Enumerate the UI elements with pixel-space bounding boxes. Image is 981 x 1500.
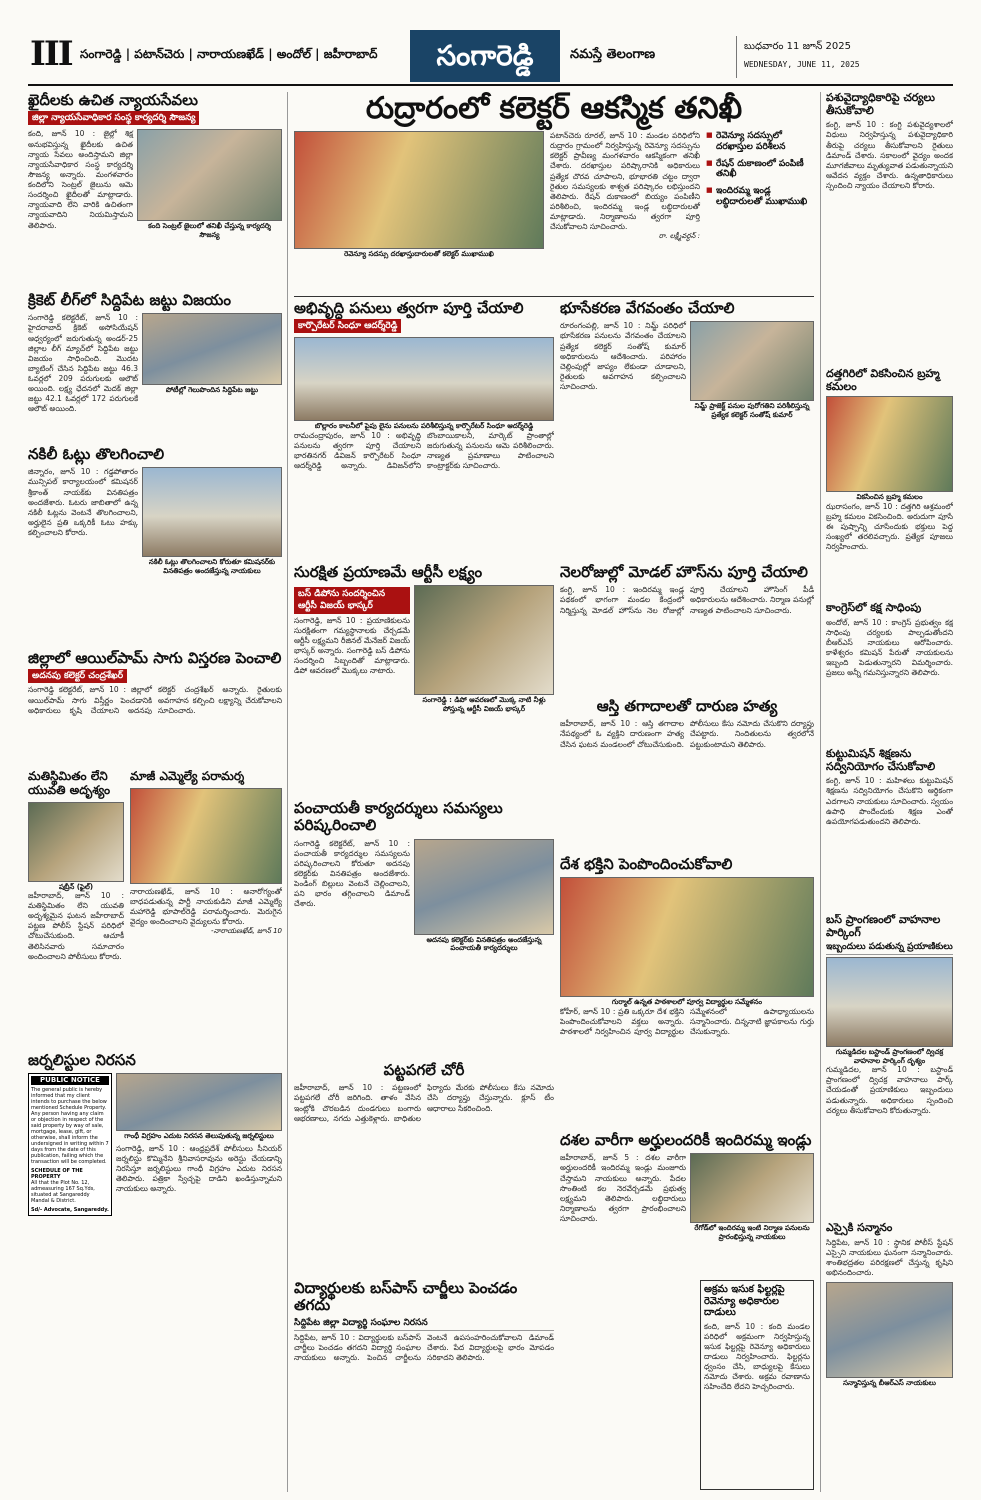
headline: సురక్షిత ప్రయాణమే ఆర్టీసీ లక్ష్యం (294, 564, 483, 581)
article-body: ఝరాసంగం, జూన్ 10 : దత్తగిరి ఆశ్రమంలో బ్రహ్మ కమలం వికసించింది. అరుదుగా పూసే ఈ పుష్పాన్ని చూసేందుకు భక్తులు పెద్ద సంఖ్యలో తరలివచ్చారు. ప్రత్యేక పూజలు నిర్వహించారు. (826, 501, 953, 552)
edition-logo: సంగారెడ్డి (410, 30, 560, 82)
article-photo (142, 313, 282, 385)
headline: కాంగ్రెస్‌లో కక్ష సాధింపు (826, 602, 922, 614)
photo-caption: గుమ్మడిదల బస్టాండ్ ప్రాంగణంలో ద్విచక్ర వాహనాల పార్కింగ్ దృశ్యం (835, 1048, 944, 1065)
public-notice (28, 1073, 112, 1215)
article-body: సంగారెడ్డి కలెక్టరేట్, జూన్ 10 : జిల్లాలో ఆయిల్‌పామ్ సాగు విస్తీర్ణం పెంచడానికి అధికారులు కృషి చేయాలని అదనపు కలెక్టర్ చంద్రశేఖర్ అన్నారు. రైతులకు అవగాహన కల్పించి లక్ష్యాన్ని చేరుకోవాలని సూచించారు. (28, 685, 282, 715)
article-body: సిద్దిపేట, జూన్ 10 : విద్యార్థులకు బస్‌పాస్ చార్జీలు పెంచడం తగదని విద్యార్థి సంఘాల నాయకులు అన్నారు. పెంచిన చార్జీలను వెంటనే ఉపసంహరించుకోవాలని డిమాండ్ చేశారు. పేద విద్యార్థులపై భారం మోపడం సరికాదని తెలిపారు. (294, 1332, 554, 1362)
photo-caption: నకిలీ ఓట్లు తొలగించాలని కోరుతూ కమిషనర్‌కు వినతిపత్రం అందజేస్తున్న నాయకులు (148, 558, 276, 575)
article-body: జహీరాబాద్, జూన్ 5 : దశల వారీగా అర్హులందరికీ ఇందిరమ్మ ఇండ్లు మంజూరు చేస్తామని నాయకులు అన్నారు. పేదల సొంతింటి కల నెరవేర్చడమే ప్రభుత్వ లక్ష్యమని తెలిపారు. లబ్ధిదారులు నిర్మాణాలను త్వరగా ప్రారంభించాలని సూచించారు. (560, 1153, 686, 1223)
article-body: కంగ్టి, జూన్ 10 : మహిళలు కుట్టుమిషన్ శిక్షణను సద్వినియోగం చేసుకొని ఆర్థికంగా ఎదగాలని నాయకులు సూచించారు. స్వయం ఉపాధి పొందేందుకు శిక్షణ ఎంతో ఉపయోగపడుతుందని తెలిపారు. (826, 776, 953, 826)
article-daylight-theft (294, 1062, 554, 1226)
photo-caption: అదనపు కలెక్టర్‌కు వినతిపత్రం అందజేస్తున్న పంచాయతీ కార్యదర్శులు (426, 935, 542, 952)
article-body: కంది, జూన్ 10 : జైల్లో శిక్ష అనుభవిస్తున్న ఖైదీలకు ఉచిత న్యాయ సేవలు అందిస్తామని జిల్లా న్యాయసేవాధికార సంస్థ కార్యదర్శి సౌజన్య అన్నారు. మంగళవారం కందిలోని సెంట్రల్ జైలును ఆమె సందర్శించి ఖైదీలతో మాట్లాడారు. న్యాయవాది లేని వారికి ఉచితంగా న్యాయవాదిని నియమిస్తామని తెలిపారు. (28, 129, 133, 230)
headline: జిల్లాలో ఆయిల్‌పామ్ సాగు విస్తరణ పెంచాలి (28, 650, 282, 667)
article-bus-stand-parking (826, 914, 953, 1214)
article-body: నారాయణఖేడ్, జూన్ 10 : అనారోగ్యంతో బాధపడుతున్న పార్టీ నాయకుడిని మాజీ ఎమ్మెల్యే మహారెడ్డి భూపాల్‌రెడ్డి పరామర్శించారు. మెరుగైన వైద్యం అందించాలని వైద్యులను కోరారు. (130, 886, 282, 927)
article-cricket-league (28, 292, 282, 442)
article-bus-pass-fares (294, 1280, 554, 1490)
date-english: WEDNESDAY, JUNE 11, 2025 (744, 60, 860, 69)
schedule-title: SCHEDULE OF THE PROPERTY (31, 1167, 83, 1180)
article-photo (826, 1282, 953, 1378)
photo-caption: గుర్మాల్ ఉన్నత పాఠశాలలో పూర్వ విద్యార్థుల సమ్మేళనం (611, 998, 763, 1007)
article-rtc-safety (294, 564, 554, 794)
photo-caption: కంది సెంట్రల్ జైలులో తనిఖీ చేస్తున్న కార్యదర్శి సౌజన్య (148, 222, 271, 239)
highlight-item: ■ రేషన్ దుకాణంలో పంపిణీ తనిఖీ (706, 159, 814, 181)
article-body: జహీరాబాద్, జూన్ 10 : పట్టణంలో పట్టపగలే చోరీ జరిగింది. తాళం వేసిన ఇంట్లోకి చొరబడిన దుండగులు బంగారు ఆభరణాలు, నగదు ఎత్తుకెళ్లారు. బాధితుల ఫిర్యాదు మేరకు పోలీసులు కేసు నమోదు చేసి దర్యాప్తు చేస్తున్నారు. క్లూస్ టీం ఆధారాలు సేకరించింది. (294, 1083, 554, 1123)
photo-caption: రేగోడ్‌లో ఇందిరమ్మ ఇంటి నిర్మాణ పనులను ప్రారంభిస్తున్న నాయకులు (694, 1224, 810, 1241)
article-body: కంగ్టి, జూన్ 10 : కంగ్టి పశువైద్యశాలలో విధులు నిర్వహిస్తున్న పశువైద్యాధికారి తీరుపై చర్యలు తీసుకోవాలని రైతులు డిమాండ్ చేశారు. సకాలంలో వైద్యం అందక మూగజీవాలు మృత్యువాత పడుతున్నాయని ఆవేదన వ్యక్తం చేశారు. ఉన్నతాధికారులు స్పందించి న్యాయం చేయాలని కోరారు. (826, 120, 953, 191)
headline: దేశ భక్తిని పెంపొందించుకోవాలి (560, 856, 733, 873)
headline: దశల వారీగా అర్హులందరికీ ఇందిరమ్మ ఇండ్లు (560, 1132, 812, 1149)
subhead: కార్పొరేటర్ సింధూ ఆదర్శ్‌రెడ్డి (294, 319, 401, 333)
article-brahma-kamalam (826, 368, 953, 596)
headline: జర్నలిస్టుల నిరసన (28, 1052, 136, 1069)
article-model-house (560, 564, 814, 692)
article-photo (414, 585, 554, 695)
photo-caption: సంగారెడ్డి : డిపో ఆవరణలో మొక్క నాటి నీళ్లు పోస్తున్న ఆర్టీసీ విజయ్ భాస్కర్ (422, 696, 546, 713)
article-panchayat-secretaries (294, 800, 554, 1056)
masthead-divider (736, 36, 737, 78)
district-list: సంగారెడ్డి | పటాన్‌చెరు | నారాయణఖేడ్ | అందోల్ | జహీరాబాద్ (80, 47, 378, 61)
article-body: గుమ్మడిదల, జూన్ 10 : బస్టాండ్ ప్రాంగణంలో ద్విచక్ర వాహనాలు పార్క్ చేయడంతో ప్రయాణికులు ఇబ్బందులు పడుతున్నారు. అధికారులు స్పందించి చర్యలు తీసుకోవాలని కోరుతున్నారు. (826, 1065, 953, 1115)
headline: కుట్టుమిషన్ శిక్షణను సద్వినియోగం చేసుకోవాలి (826, 748, 936, 773)
photo-caption: రెవెన్యూ సదస్సు దరఖాస్తుదారులతో కలెక్టర్ ముఖాముఖి (344, 250, 494, 258)
photo-caption: సన్మానిస్తున్న బీఆర్‌ఎస్ నాయకులు (843, 1379, 936, 1388)
headline: విద్యార్థులకు బస్‌పాస్ చార్జీలు పెంచడం తగదు (294, 1280, 518, 1315)
article-photo (826, 396, 953, 492)
article-body: జహీరాబాద్, జూన్ 10 : మతిస్థిమితం లేని యువతి అదృశ్యమైన ఘటన జహీరాబాద్ పట్టణ పోలీస్ స్టేషన్ పరిధిలో చోటుచేసుకుంది. ఆచూకీ తెలిసినవారు సమాచారం అందించాలని పోలీసులు కోరారు. (28, 890, 124, 961)
headline: ఖైదీలకు ఉచిత న్యాయసేవలు (28, 92, 198, 109)
article-patriotism (560, 856, 814, 1126)
article-photo (414, 839, 554, 935)
headline: ఆస్తి తగాదాలతో దారుణ హత్య (596, 698, 778, 715)
article-property-murder (560, 698, 814, 848)
masthead (28, 30, 953, 86)
lead-photo (294, 131, 544, 249)
photo-caption: పోటీల్లో గెలుపొందిన సిద్దిపేట జట్టు (165, 386, 259, 395)
headline: మతిస్థిమితం లేని యువతి అదృశ్యం (28, 770, 111, 797)
photo-caption: బొల్లారం కాలనీలో పైపు లైను పనులను పరిశీలిస్తున్న కార్పొరేటర్ సింధూ ఆదర్శ్‌రెడ్డి (314, 422, 534, 431)
lead-headline: రుద్రారంలో కలెక్టర్ ఆకస్మిక తనిఖీ (365, 92, 743, 126)
headline: నకిలీ ఓట్లు తొలగించాలి (28, 446, 165, 463)
subhead: సిద్దిపేట జిల్లా విద్యార్థి సంఘాల నిరసన (294, 1317, 554, 1331)
headline: నెలరోజుల్లో మోడల్ హౌస్‌ను పూర్తి చేయాలి (560, 564, 808, 581)
page-marker: III (30, 34, 72, 74)
article-body: కంది, జూన్ 10 : కంది మండల పరిధిలో అక్రమంగా నిర్వహిస్తున్న ఇసుక ఫిల్టర్లపై రెవెన్యూ అధికారులు దాడులు నిర్వహించారు. ఫిల్టర్లను ధ్వంసం చేసి, బాధ్యులపై కేసులు నమోదు చేశారు. అక్రమ రవాణాను సహించేది లేదని హెచ్చరించారు. (704, 1321, 810, 1392)
headline: బస్ ప్రాంగణంలో వాహనాల పార్కింగ్ (826, 914, 941, 939)
article-tailoring-training (826, 748, 953, 908)
headline: ఎస్సైకి సన్మానం (826, 1222, 893, 1234)
article-sand-filters (700, 1280, 814, 1490)
headline: దత్తగిరిలో వికసించిన బ్రహ్మ కమలం (826, 368, 940, 393)
subhead: జిల్లా న్యాయసేవాధికార సంస్థ కార్యదర్శి సౌజన్య (28, 111, 199, 125)
subhead: అదనపు కలెక్టర్ చంద్రశేఖర్ (28, 669, 127, 683)
photo-caption: గాంధీ విగ్రహం ఎదుట నిరసన తెలుపుతున్న జర్నలిస్టులు (124, 1132, 274, 1141)
article-photo (690, 1153, 814, 1223)
subhead: ఇబ్బందులు పడుతున్న ప్రయాణికులు (826, 941, 953, 955)
headline: పశువైద్యాధికారిపై చర్యలు తీసుకోవాలి (826, 92, 935, 117)
notice-title: PUBLIC NOTICE (31, 1076, 109, 1084)
article-photo (28, 802, 124, 882)
article-body: సిద్దిపేట, జూన్ 10 : స్థానిక పోలీస్ స్టేషన్ ఎస్సైని నాయకులు ఘనంగా సన్మానించారు. శాంతిభద్రతల పరిరక్షణలో చేస్తున్న కృషిని అభినందించారు. (826, 1237, 953, 1278)
photo-caption: వికసించిన బ్రహ్మ కమలం (856, 493, 923, 502)
article-body: సంగారెడ్డి కలెక్టరేట్, జూన్ 10 : పంచాయతీ కార్యదర్శుల సమస్యలను పరిష్కరించాలని కోరుతూ అదనపు కలెక్టర్‌కు వినతిపత్రం అందజేశారు. పెండింగ్ బిల్లులు వెంటనే చెల్లించాలని, పని భారం తగ్గించాలని డిమాండ్ చేశారు. (294, 838, 410, 909)
article-journalists-protest (28, 1052, 282, 1492)
article-veterinary-officer (826, 92, 953, 362)
article-photo (116, 1073, 282, 1131)
column-rule (287, 92, 288, 1492)
article-body: కంగ్టి, జూన్ 10 : ఇందిరమ్మ ఇండ్ల పథకంలో భాగంగా మండల కేంద్రంలో నిర్మిస్తున్న మోడల్ హౌస్‌ను నెల రోజుల్లో పూర్తి చేయాలని హౌసింగ్ పీడీ అధికారులను ఆదేశించారు. నిర్మాణ పనుల్లో నాణ్యత పాటించాలని సూచించారు. (560, 585, 814, 615)
section-rule (294, 296, 814, 297)
article-fake-votes (28, 446, 282, 644)
article-body: రూరంగంపల్లి, జూన్ 10 : నిమ్జ్ పరిధిలో భూసేకరణ పనులను వేగవంతం చేయాలని ప్రత్యేక కలెక్టర్ సంతోష్ కుమార్ అధికారులను ఆదేశించారు. పరిహారం చెల్లింపుల్లో జాప్యం లేకుండా చూడాలని, రైతులకు అవగాహన కల్పించాలని సూచించారు. (560, 321, 686, 391)
byline: -నారాయణఖేడ్, జూన్ 10 (210, 927, 282, 936)
schedule-body: All that the Plot No. 12, admeasuring 167 Sq.Yds, situated at Sangareddy Mandal & District. (31, 1179, 95, 1204)
article-photo (826, 957, 953, 1047)
headline: భూసేకరణ వేగవంతం చేయాలి (560, 300, 735, 317)
headline: అక్రమ ఇసుక ఫిల్టర్లపై రెవెన్యూ అధికారుల దాడులు (704, 1284, 785, 1318)
lead-article-collector-inspection (294, 92, 814, 292)
lead-body: పటాన్‌చెరు రూరల్, జూన్ 10 : మండల పరిధిలోని రుద్రారం గ్రామంలో నిర్వహిస్తున్న రెవెన్యూ సదస్సును కలెక్టర్ ప్రావీణ్య మంగళవారం ఆకస్మికంగా తనిఖీ చేశారు. దరఖాస్తుల పరిష్కారానికి అధికారులు ప్రత్యేక చొరవ చూపాలని, భూభారతి చట్టం ద్వారా రైతుల సమస్యలకు శాశ్వత పరిష్కారం లభిస్తుందని తెలిపారు. రేషన్ దుకాణంలో బియ్యం పంపిణీని పరిశీలించి, ఇందిరమ్మ ఇండ్ల లబ్ధిదారులతో మాట్లాడారు. నిర్మాణాలను త్వరగా పూర్తి చేసుకోవాలని సూచించారు. (550, 131, 700, 232)
article-body: సంగారెడ్డి, జూన్ 10 : ప్రయాణికులను సురక్షితంగా గమ్యస్థానాలకు చేర్చడమే ఆర్టీసీ లక్ష్యమని రీజినల్ మేనేజర్ విజయ్ భాస్కర్ అన్నారు. సంగారెడ్డి బస్ డిపోను సందర్శించి సిబ్బందితో మాట్లాడారు. డిపో ఆవరణలో మొక్కలు నాటారు. (294, 615, 410, 676)
article-ex-mla-visit (130, 770, 282, 1046)
notice-body: The general public is hereby informed that my client intends to purchase the below mentioned Schedule Property. Any person having any claim or objection in respect of the said property by way of sale, mortgage, lease, gift, or otherwise, shall inform the undersigned in writing within 7 days from the date of this publication, failing which the transaction will be completed. (31, 1086, 109, 1165)
highlight-item: ■ ఇందిరమ్మ ఇండ్ల లబ్ధిదారులతో ముఖాముఖి (706, 186, 814, 208)
article-body: సంగారెడ్డి కలెక్టరేట్, జూన్ 10 : హైదరాబాద్ క్రికెట్ అసోసియేషన్ ఆధ్వర్యంలో జరుగుతున్న అండర్-25 జిల్లాల లీగ్ మ్యాచ్‌లో సిద్దిపేట జట్టు విజయం సాధించింది. మొదట బ్యాటింగ్ చేసిన సిద్దిపేట జట్టు 46.3 ఓవర్లలో 209 పరుగులకు ఆలౌట్ అయింది. లక్ష్య ఛేదనలో మెదక్ జిల్లా జట్టు 42.1 ఓవర్లలో 172 పరుగులకే ఆలౌట్ అయింది. (28, 313, 138, 414)
notice-signature: Sd/- Advocate, Sangareddy. (31, 1206, 109, 1213)
headline: మాజీ ఎమ్మెల్యే పరామర్శ (130, 770, 245, 783)
article-body: జహీరాబాద్, జూన్ 10 : ఆస్తి తగాదాల నేపథ్యంలో ఓ వ్యక్తిని దారుణంగా హత్య చేసిన ఘటన మండలంలో చోటుచేసుకుంది. పోలీసులు కేసు నమోదు చేసుకొని దర్యాప్తు చేపట్టారు. నిందితులను త్వరలోనే పట్టుకుంటామని తెలిపారు. (560, 719, 814, 749)
article-congress-vendetta (826, 602, 953, 742)
article-photo (560, 877, 814, 997)
article-body: అందోల్, జూన్ 10 : కాంగ్రెస్ ప్రభుత్వం కక్ష సాధింపు చర్యలకు పాల్పడుతోందని బీఆర్‌ఎస్ నాయకులు ఆరోపించారు. కాళేశ్వరం కమిషన్ పేరుతో నాయకులను ఇబ్బంది పెడుతున్నారని విమర్శించారు. ప్రజలు అన్నీ గమనిస్తున్నారని తెలిపారు. (826, 617, 953, 678)
headline: పట్టపగలే చోరీ (383, 1062, 465, 1079)
article-land-acquisition (560, 300, 814, 558)
article-missing-woman (28, 770, 124, 1046)
photo-caption: షబ్రీన్ (ఫైల్) (58, 882, 94, 891)
headline: పంచాయతీ కార్యదర్శులు సమస్యలు పరిష్కరించాలి (294, 800, 503, 835)
column-rule (820, 92, 821, 1492)
article-body: సంగారెడ్డి, జూన్ 10 : ఆంధ్రప్రదేశ్ పోలీసులు సీనియర్ జర్నలిస్టు కొమ్మినేని శ్రీనివాసరావును అరెస్టు చేయడాన్ని నిరసిస్తూ జర్నలిస్టులు గాంధీ విగ్రహం ఎదుట నిరసన తెలిపారు. పత్రికా స్వేచ్ఛపై దాడిని ఖండిస్తున్నామని నాయకులు అన్నారు. (116, 1143, 282, 1194)
date-telugu: బుధవారం 11 జూన్ 2025 (744, 41, 852, 52)
subhead: బస్ డిపోను సందర్శించిన ఆర్టీసీ విజయ్ భాస్కర్ (294, 587, 410, 613)
article-body: కోహీర్, జూన్ 10 : ప్రతి ఒక్కరూ దేశ భక్తిని పెంపొందించుకోవాలని వక్తలు అన్నారు. పాఠశాలలో నిర్వహించిన పూర్వ విద్యార్థుల సమ్మేళనంలో ఉపాధ్యాయులను సన్మానించారు. చిన్ననాటి జ్ఞాపకాలను గుర్తు చేసుకున్నారు. (560, 1006, 814, 1036)
brand-name: నమస్తే తెలంగాణ (570, 47, 656, 62)
article-photo (142, 467, 282, 557)
article-development-works (294, 300, 554, 558)
byline: రా. లక్ష్మీవర్ధన్ : (658, 232, 700, 241)
article-photo (130, 788, 282, 884)
legal-notice-box (28, 1073, 112, 1215)
article-photo (137, 129, 282, 221)
headline: క్రికెట్ లీగ్‌లో సిద్దిపేట జట్టు విజయం (28, 292, 231, 309)
article-photo (294, 337, 554, 421)
headline: అభివృద్ధి పనులు త్వరగా పూర్తి చేయాలి (294, 300, 524, 317)
photo-caption: నిమ్జ్ ప్రాజెక్ట్ పనుల పురోగతిని పరిశీలిస్తున్న ప్రత్యేక కలెక్టర్ సంతోష్ కుమార్ (694, 402, 810, 419)
highlights-list (706, 131, 814, 208)
article-si-felicitation (826, 1222, 953, 1492)
article-body: జిన్నారం, జూన్ 10 : గడ్డపోతారం మున్సిపల్ కార్యాలయంలో కమిషనర్ శ్రీకాంత్ నాయక్‌కు వినతిపత్రం అందజేశారు. ఓటరు జాబితాలో ఉన్న నకిలీ ఓట్లను వెంటనే తొలగించాలని, అర్హులైన ప్రతి ఒక్కరికీ ఓటు హక్కు కల్పించాలని కోరారు. (28, 467, 138, 537)
article-oil-palm (28, 650, 282, 764)
article-photo (690, 321, 814, 401)
article-free-legal-aid (28, 92, 282, 288)
article-body: రామచంద్రాపురం, జూన్ 10 : అభివృద్ధి పనులను త్వరగా పూర్తి చేయాలని భారతినగర్ డివిజన్ కార్పొరేటర్ సింధూ ఆదర్శ్‌రెడ్డి అన్నారు. డివిజన్‌లోని బొంబాయికాలనీ, మార్కెట్ ప్రాంతాల్లో జరుగుతున్న పనులను ఆమె పరిశీలించారు. నాణ్యత ప్రమాణాలు పాటించాలని కాంట్రాక్టర్‌కు సూచించారు. (294, 430, 554, 471)
highlight-item: ■ రెవెన్యూ సదస్సులో దరఖాస్తుల పరిశీలన (706, 131, 814, 153)
article-indiramma-houses (560, 1132, 814, 1272)
